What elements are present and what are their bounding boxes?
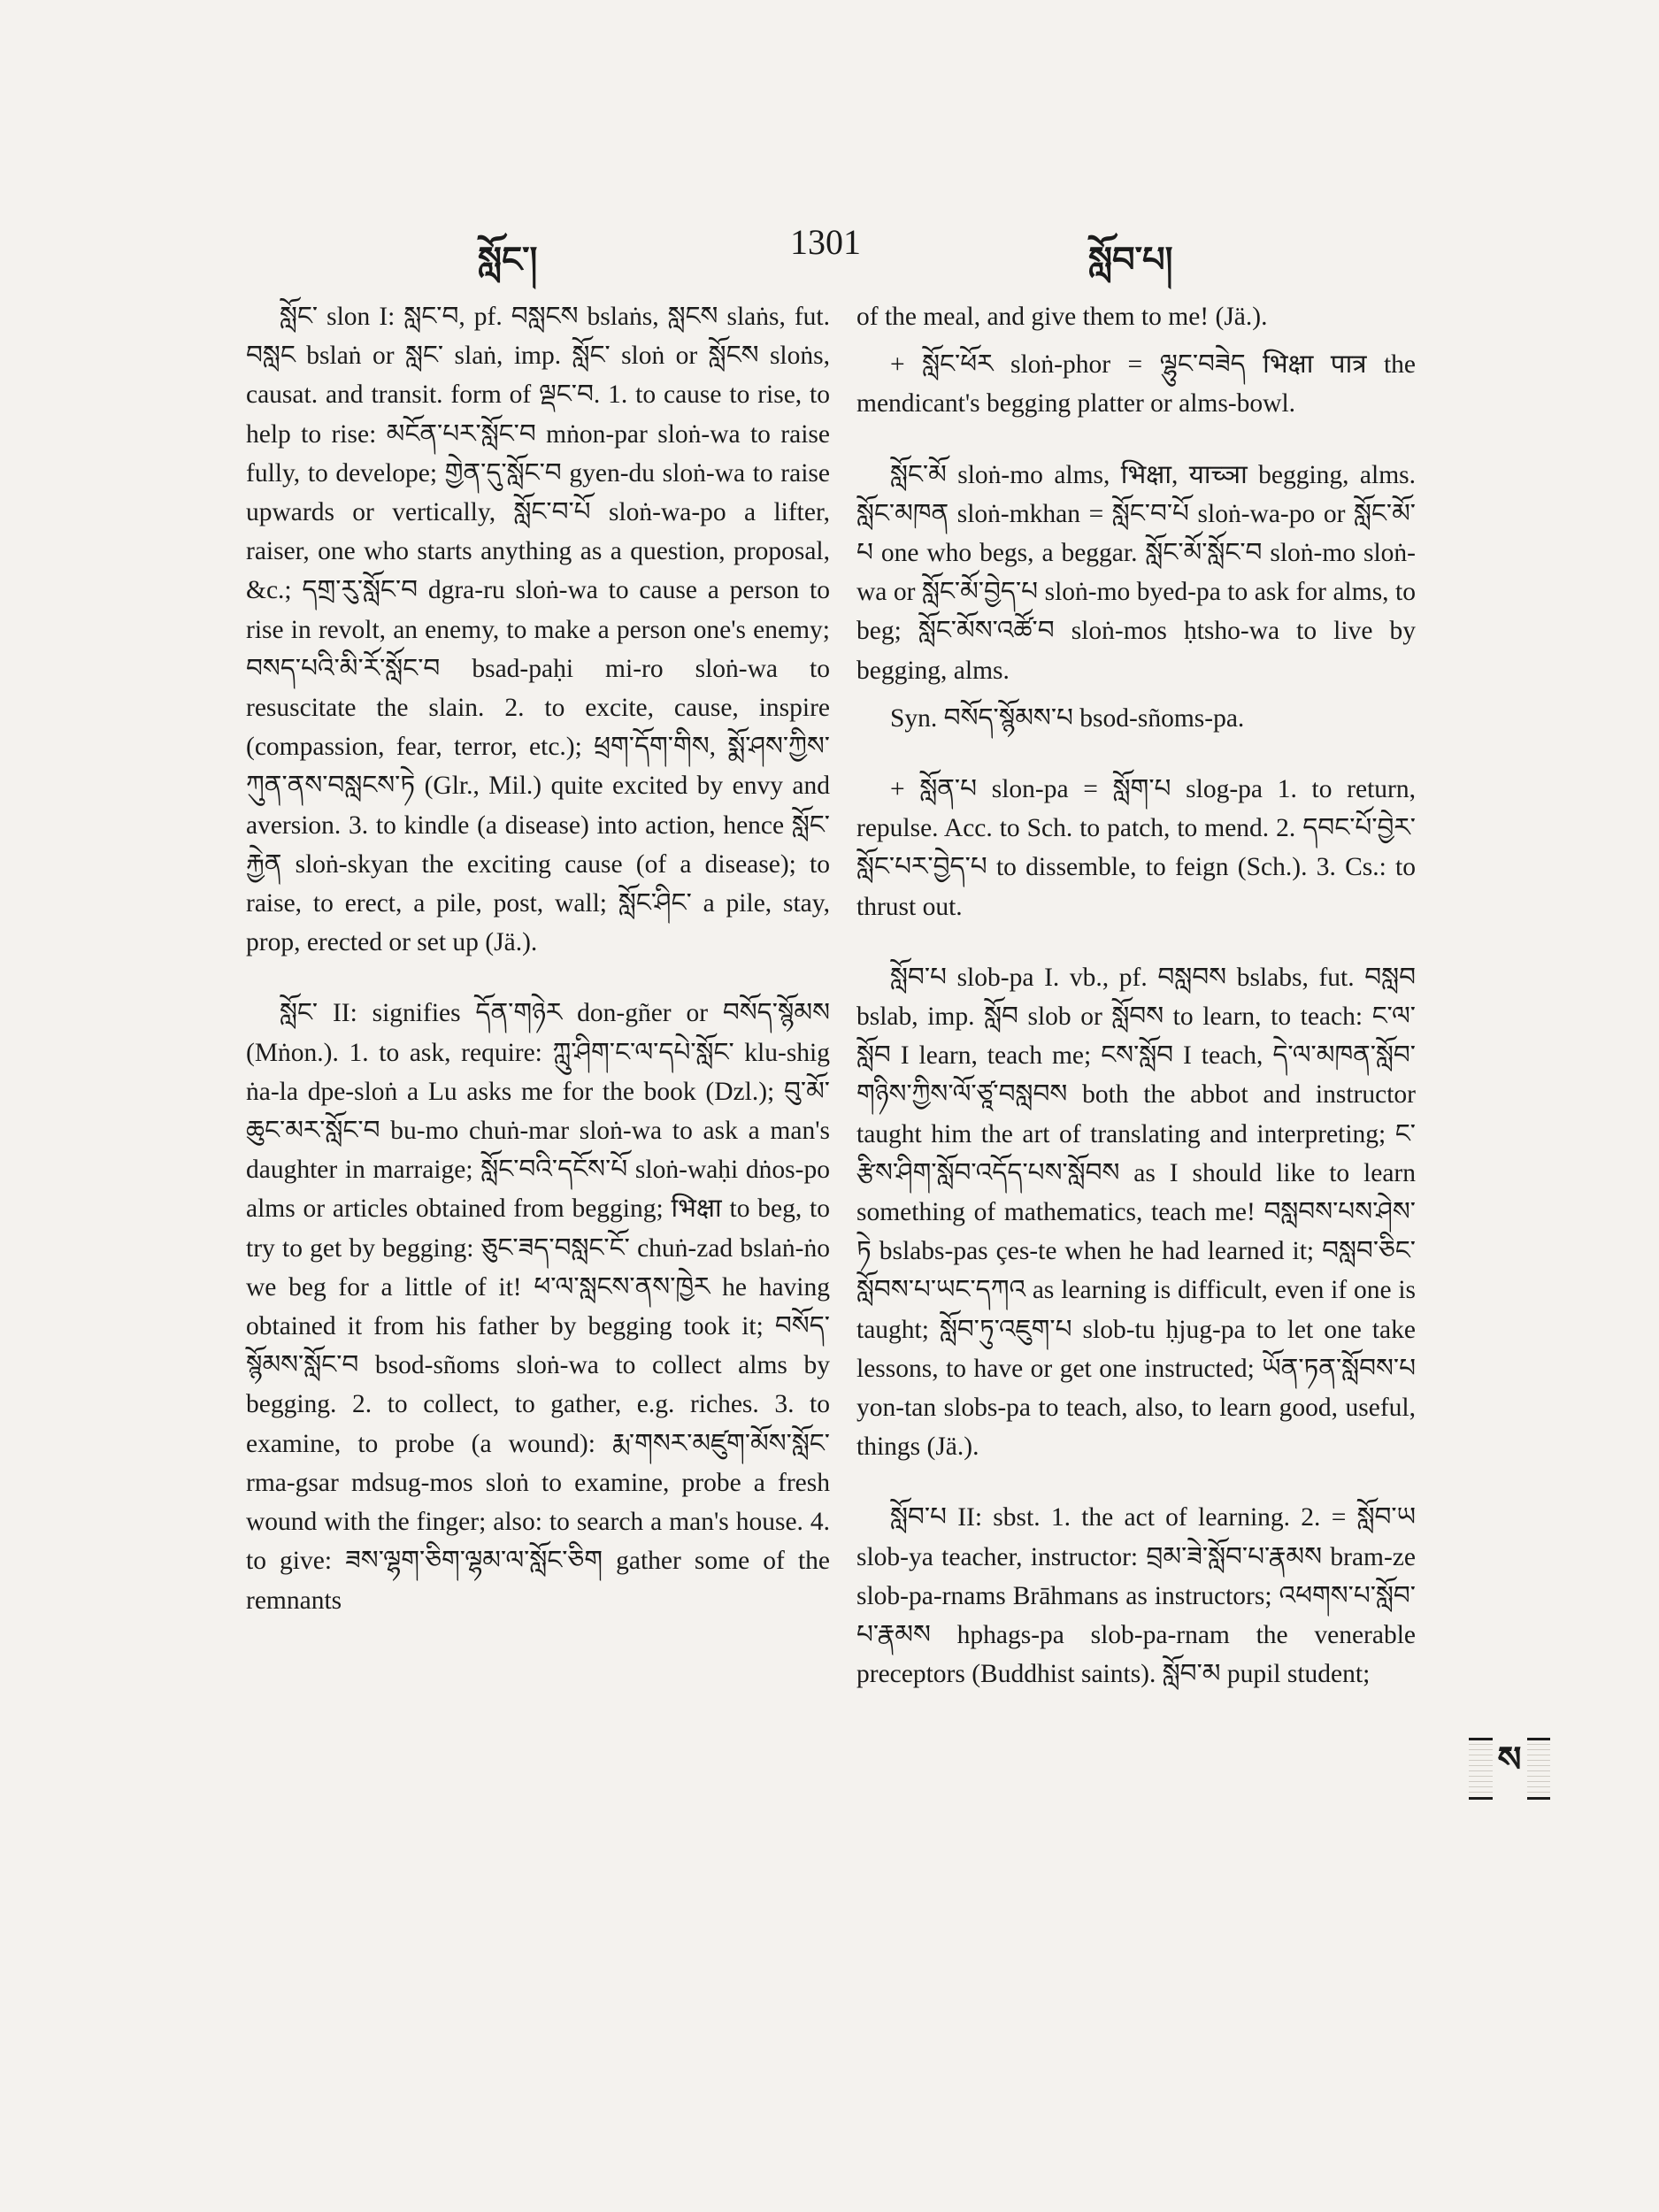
entry-slob-pa-1: སློབ་པ slob-pa I. vb., pf. བསླབས bslabs, fut. བསླབ bslab, imp. སློབ slob or སློབས to learn, to teach: ང་ལ་སློབ I learn, teach me; ངས་སློབ I teach, དེ་ལ་མཁན་སློབ་གཉིས་ཀྱིས་ལོ་ཙཱ་བསླབས both the abbot and instructor taught him the art of translating and interpreting; ང་རྩིས་ཤིག་སློབ་འདོད་པས་སློབས as I should like to learn something of mathematics, teach me! བསླབས་པས་ཤེས་ཏེ bslabs-pas çes-te when he had learned it; བསླབ་ཅིང་སློབས་པ་ཡང་དཀའ as learning is difficult, even if one is taught; སློབ་ཏུ་འཇུག་པ slob-tu ḥjug-pa to let one take lessons, to have or get one instructed; ཡོན་ཏན་སློབས་པ yon-tan slobs-pa to teach, also, to learn good, useful, things (Jä.). [856, 963, 1416, 1462]
entry-continuation: of the meal, and give them to me! (Jä.). [856, 303, 1268, 331]
header-right-guideword: སློབ་པ། [1088, 240, 1173, 280]
entry-slon-phor: + སློང་ཕོར sloṅ-phor = ལྷུང་བཟེད भिक्षा पात्र the mendicant's begging platter or alms-bowl. [856, 350, 1416, 419]
entry-slon-pa: + སློན་པ slon-pa = སློག་པ slog-pa 1. to return, repulse. Acc. to Sch. to patch, to mend. 2. དབང་པོ་བྱེར་སློང་པར་བྱེད་པ to dissemble, to feign (Sch.). 3. Cs.: to thrust out. [856, 775, 1416, 921]
page-header [0, 219, 1659, 280]
right-column [856, 297, 1416, 1726]
entry-slon-1: སློང་ slon I: སླང་བ, pf. བསླངས bslaṅs, སླངས slaṅs, fut. བསླང bslaṅ or སླང་ slaṅ, imp. སློང་ sloṅ or སློངས sloṅs, causat. and transit. form of ལྡང་བ. 1. to cause to rise, to help to rise: མངོན་པར་སློང་བ mṅon-par sloṅ-wa to raise fully, to develope; གྱེན་དུ་སློང་བ gyen-du sloṅ-wa to raise upwards or vertically, སློང་བ་པོ sloṅ-wa-po a lifter, raiser, one who starts anything as a question, proposal, &c.; དགྲ་རུ་སློང་བ dgra-ru sloṅ-wa to cause a person to rise in revolt, an enemy, to make a person one's enemy; བསད་པའི་མི་རོ་སློང་བ bsad-paḥi mi-ro sloṅ-wa to resuscitate the slain. 2. to excite, cause, inspire (compassion, fear, terror, etc.); ཕྲག་དོག་གིས, སྨོ་ཤས་ཀྱིས་ཀུན་ནས་བསླངས་ཏེ (Glr., Mil.) quite excited by envy and aversion. 3. to kindle (a disease) into action, hence སློང་རྐྱེན sloṅ-skyan the exciting cause (of a disease); to raise, to erect, a pile, post, wall; སློང་ཤིང་ a pile, stay, prop, erected or set up (Jä.). [246, 303, 830, 957]
entry-slon-2: སློང་ II: signifies དོན་གཉེར don-gñer or བསོད་སྙོམས (Mṅon.). 1. to ask, require: ཀླུ་ཤིག་ང་ལ་དཔེ་སློང་ klu-shig ṅa-la dpe-sloṅ a Lu asks me for the book (Dzl.); བུ་མོ་ཆུང་མར་སློང་བ bu-mo chuṅ-mar sloṅ-wa to ask a man's daughter in marraige; སློང་བའི་དངོས་པོ sloṅ-waḥi dṅos-po alms or articles obtained from begging; भिक्षा to beg, to try to get by begging: ཅུང་ཟད་བསླང་ངོ་ chuṅ-zad bslaṅ-ṅo we beg for a little of it! ཕ་ལ་སླངས་ནས་ཁྱེར he having obtained it from his father by begging took it; བསོད་སྙོམས་སློང་བ bsod-sñoms sloṅ-wa to collect alms by begging. 2. to collect, to gather, e.g. riches. 3. to examine, to probe (a wound): རྨ་གསར་མཛུག་མོས་སློང་ rma-gsar mdsug-mos sloṅ to examine, probe a fresh wound with the finger; also: to search a man's house. 4. to give: ཟས་ལྷག་ཅིག་ལྷམ་ལ་སློང་ཅིག gather some of the remnants [246, 999, 830, 1615]
thumb-index-letter: ས [1493, 1719, 1527, 1819]
thumb-index-tab [1469, 1738, 1550, 1800]
entry-slon-mo: སློང་མོ sloṅ-mo alms, भिक्षा, याच्ञा begging, alms. སློང་མཁན sloṅ-mkhan = སློང་བ་པོ sloṅ-wa-po or སློང་མོ་པ one who begs, a beggar. སློང་མོ་སློང་བ sloṅ-mo sloṅ-wa or སློང་མོ་བྱེད་པ sloṅ-mo byed-pa to ask for alms, to beg; སློང་མོས་འཚོ་བ sloṅ-mos ḥtsho-wa to live by begging, alms. [856, 460, 1416, 685]
entry-synonym: Syn. བསོད་སྙོམས་པ bsod-sñoms-pa. [890, 703, 1245, 733]
left-column [246, 297, 830, 1652]
page-number: 1301 [790, 222, 861, 262]
header-left-guideword: སློང་། [478, 240, 538, 280]
entry-slob-pa-2: སློབ་པ II: sbst. 1. the act of learning. 2. = སློབ་ཡ slob-ya teacher, instructor: བྲམ་ཟེ་སློབ་པ་རྣམས bram-ze slob-pa-rnams Brāhmans as instructors; འཕགས་པ་སློབ་པ་རྣམས hphags-pa slob-pa-rnam the venerable preceptors (Buddhist saints). སློབ་མ pupil student; [856, 1503, 1416, 1689]
